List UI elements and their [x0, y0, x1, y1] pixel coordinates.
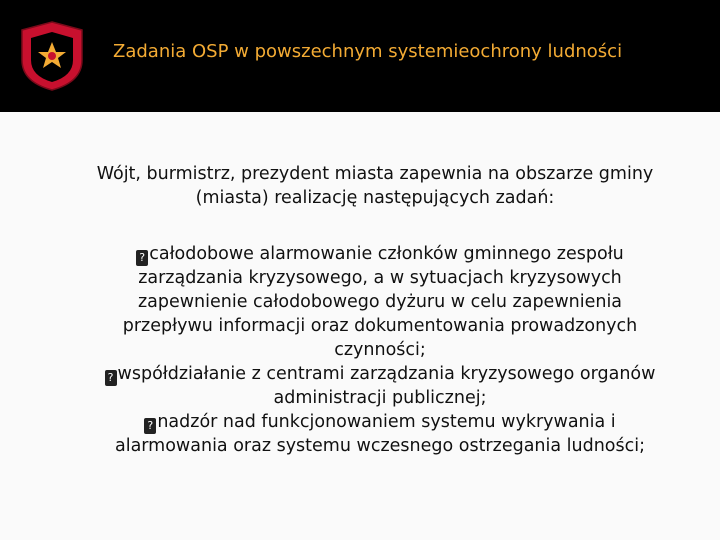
bullet-list	[100, 242, 660, 458]
bullet-text: współdziałanie z centrami zarządzania kryzysowego organów administracji publicznej;	[117, 364, 656, 408]
intro-text: Wójt, burmistrz, prezydent miasta zapewnia na obszarze gminy (miasta) realizację następujących zadań:	[96, 164, 654, 208]
slide-header	[0, 0, 720, 112]
bullet-marker-icon: ?	[136, 250, 148, 266]
bullet-marker-icon: ?	[105, 370, 117, 386]
bullet-marker-icon: ?	[144, 418, 156, 434]
bullet-text: całodobowe alarmowanie członków gminnego zespołu zarządzania kryzysowego, a w sytuacjach kryzysowych zapewnienie całodobowego dyżuru w celu zapewnienia przepływu informacji oraz dokumentowania prowadzonych czynności;	[122, 244, 638, 360]
bullet-text: nadzór nad funkcjonowaniem systemu wykrywania i alarmowania oraz systemu wczesnego ostrzegania ludności;	[114, 412, 646, 456]
bullet-item	[100, 362, 660, 410]
fire-brigade-logo-icon	[18, 20, 86, 92]
slide-content	[0, 112, 720, 540]
bullet-item	[100, 242, 660, 362]
slide-title: Zadania OSP w powszechnym systemieochrony ludności	[113, 41, 623, 62]
bullet-item	[100, 410, 660, 458]
